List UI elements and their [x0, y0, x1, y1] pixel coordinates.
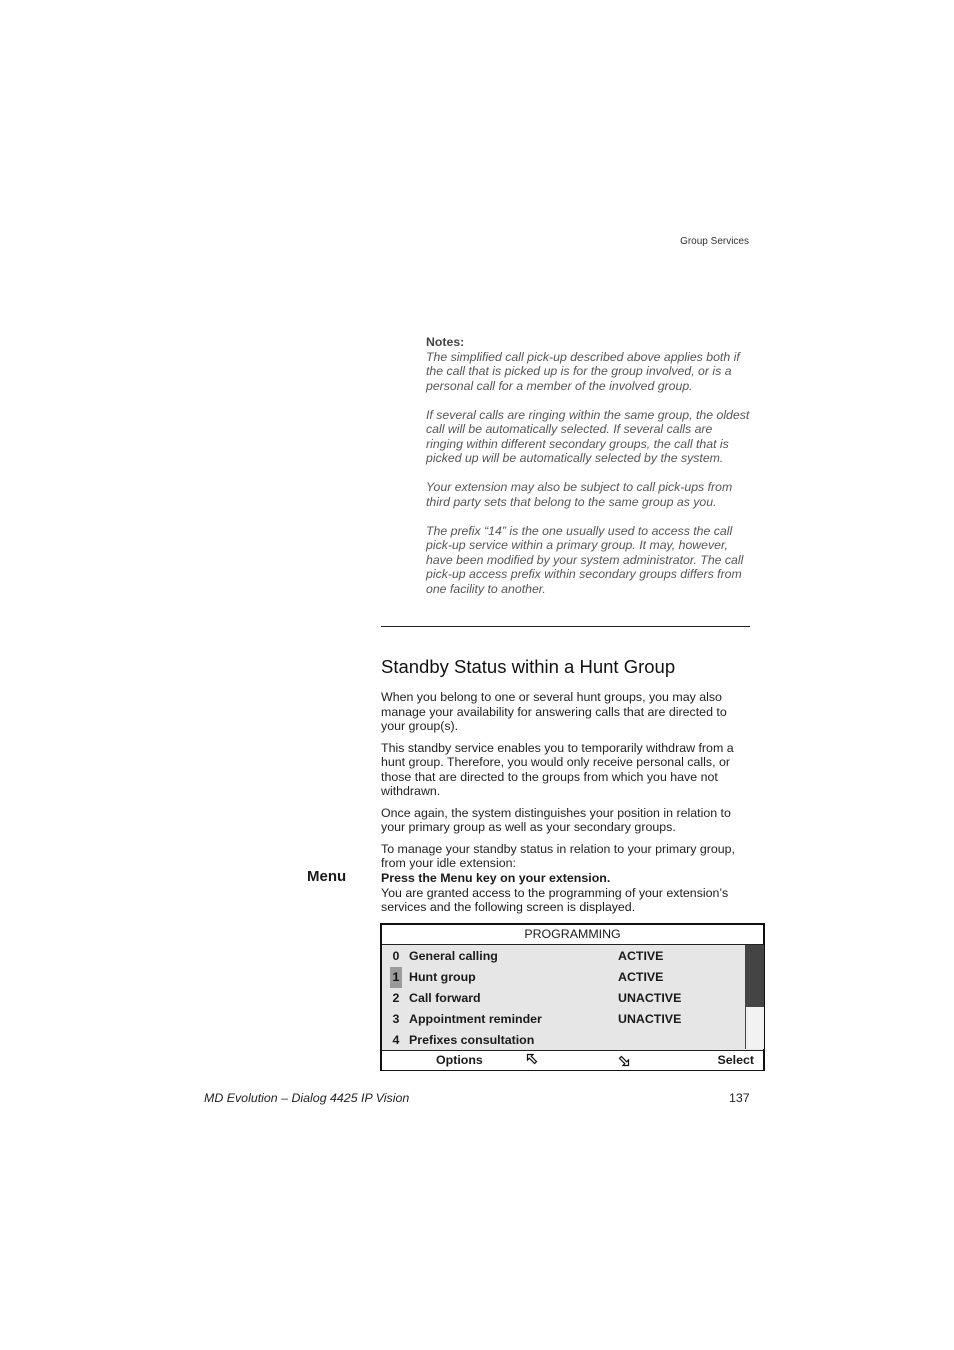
- body-paragraph: To manage your standby status in relation to your primary group, from your idle extension:: [381, 841, 736, 870]
- body-paragraph: When you belong to one or several hunt groups, you may also manage your availability for answering calls that are directed to your group(s).: [381, 690, 727, 733]
- menu-row-label: Prefixes consultation: [409, 1033, 535, 1047]
- arrow-up-left-icon[interactable]: [526, 1051, 538, 1070]
- menu-row-call-forward[interactable]: [382, 988, 744, 1009]
- body-paragraph: This standby service enables you to temporarily withdraw from a hunt group. Therefore, you would only receive personal calls, or those that are directed to the groups from which you have not withdrawn.: [381, 740, 734, 798]
- softkey-bar: [382, 1050, 763, 1070]
- section-body: [381, 690, 751, 878]
- note-paragraph: The simplified call pick-up described above applies both if the call that is picked up is for the group involved, or is a personal call for a member of the involved group.: [426, 349, 740, 393]
- menu-row-label: Call forward: [409, 991, 481, 1005]
- notes-title: Notes:: [426, 335, 465, 349]
- arrow-down-right-icon[interactable]: [618, 1052, 630, 1071]
- running-header: Group Services: [680, 236, 749, 247]
- options-softkey[interactable]: Options: [436, 1053, 483, 1067]
- note-paragraph: If several calls are ringing within the same group, the oldest call will be automatically selected. If several calls are ringing within different secondary groups, the call that is picked up will be automatically selected by the system.: [426, 407, 750, 465]
- menu-row-status: UNACTIVE: [618, 991, 682, 1005]
- menu-row-number: 3: [392, 1012, 400, 1026]
- menu-row-number: 4: [392, 1033, 400, 1047]
- screen-scrollbar[interactable]: [745, 945, 764, 1049]
- menu-row-status: ACTIVE: [618, 970, 664, 984]
- step-block: [381, 871, 751, 915]
- section-divider: [381, 626, 750, 627]
- section-title: Standby Status within a Hunt Group: [381, 656, 676, 677]
- note-paragraph: The prefix “14” is the one usually used to access the call pick-up service within a primary group. It may, however, have been modified by your system administrator. The call pick-up access prefix within secondary groups differs from one facility to another.: [426, 523, 744, 596]
- phone-screen: [380, 923, 765, 1071]
- page-number: 137: [729, 1091, 750, 1105]
- menu-row-label: Hunt group: [409, 970, 476, 984]
- body-paragraph: Once again, the system distinguishes your position in relation to your primary group as well as your secondary groups.: [381, 805, 731, 834]
- screen-title: PROGRAMMING: [382, 925, 763, 945]
- scrollbar-thumb[interactable]: [746, 945, 764, 1007]
- step-instruction: Press the Menu key on your extension.: [381, 871, 611, 885]
- menu-row-number: 0: [392, 949, 400, 963]
- menu-row-number-selected: 1: [390, 967, 402, 988]
- menu-row-prefixes-consultation[interactable]: [382, 1030, 744, 1051]
- menu-row-status: ACTIVE: [618, 949, 664, 963]
- menu-row-number: 2: [392, 991, 400, 1005]
- select-softkey[interactable]: Select: [717, 1053, 754, 1067]
- menu-row-status: UNACTIVE: [618, 1012, 682, 1026]
- notes-block: [426, 335, 750, 611]
- footer-title: MD Evolution – Dialog 4425 IP Vision: [204, 1091, 410, 1105]
- menu-row-general-calling[interactable]: [382, 946, 744, 967]
- note-paragraph: Your extension may also be subject to call pick-ups from third party sets that belong to the same group as you.: [426, 480, 733, 509]
- menu-row-appointment-reminder[interactable]: [382, 1009, 744, 1030]
- menu-row-label: General calling: [409, 949, 498, 963]
- menu-row-label: Appointment reminder: [409, 1012, 542, 1026]
- step-description: You are granted access to the programming of your extension’s services and the following screen is displayed.: [381, 885, 729, 914]
- menu-row-hunt-group[interactable]: [382, 967, 744, 988]
- menu-key-label: Menu: [307, 868, 347, 885]
